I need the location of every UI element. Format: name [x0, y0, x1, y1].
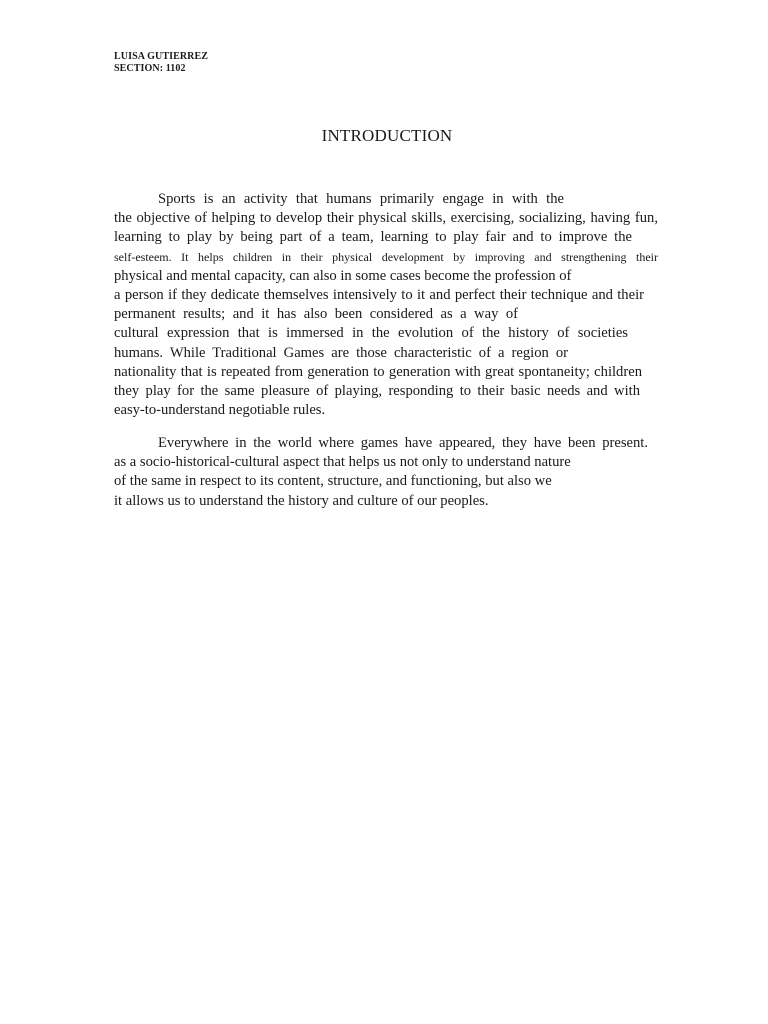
- paragraph-line: Everywhere in the world where games have appeared, they have been present.: [158, 435, 648, 451]
- section-number: SECTION: 1102: [114, 63, 186, 74]
- paragraph-line: nationality that is repeated from generation to generation with great spontaneity; children: [114, 363, 642, 380]
- paragraph-line: it allows us to understand the history and culture of our peoples.: [114, 492, 489, 509]
- paragraph-line: self-esteem. It helps children in their physical development by improving and strengthening their: [114, 249, 658, 264]
- paragraph-line: cultural expression that is immersed in the evolution of the history of societies: [114, 325, 628, 342]
- document-header: [114, 51, 208, 75]
- paragraph-introduction: [114, 190, 658, 420]
- paragraph-line: as a socio-historical-cultural aspect that helps us not only to understand nature: [114, 454, 571, 471]
- paragraph-line: permanent results; and it has also been considered as a way of: [114, 306, 518, 323]
- paragraph-line: easy-to-understand negotiable rules.: [114, 402, 326, 419]
- paragraph-line: a person if they dedicate themselves intensively to it and perfect their technique and their: [114, 286, 644, 303]
- paragraph-line: the objective of helping to develop their physical skills, exercising, socializing, having fun,: [114, 210, 658, 227]
- document-title: INTRODUCTION: [321, 126, 453, 145]
- author-name: LUISA GUTIERREZ: [114, 51, 209, 62]
- paragraph-line: physical and mental capacity, can also in some cases become the profession of: [114, 267, 572, 284]
- paragraph-line: they play for the same pleasure of playing, responding to their basic needs and with: [114, 382, 640, 399]
- paragraph-line: Sports is an activity that humans primarily engage in with the: [158, 191, 564, 207]
- paragraph-line: learning to play by being part of a team, learning to play fair and to improve the: [114, 229, 632, 246]
- paragraph-line: of the same in respect to its content, structure, and functioning, but also we: [114, 473, 552, 490]
- paragraph-games: [114, 434, 648, 511]
- paragraph-line: humans. While Traditional Games are those characteristic of a region or: [114, 344, 568, 361]
